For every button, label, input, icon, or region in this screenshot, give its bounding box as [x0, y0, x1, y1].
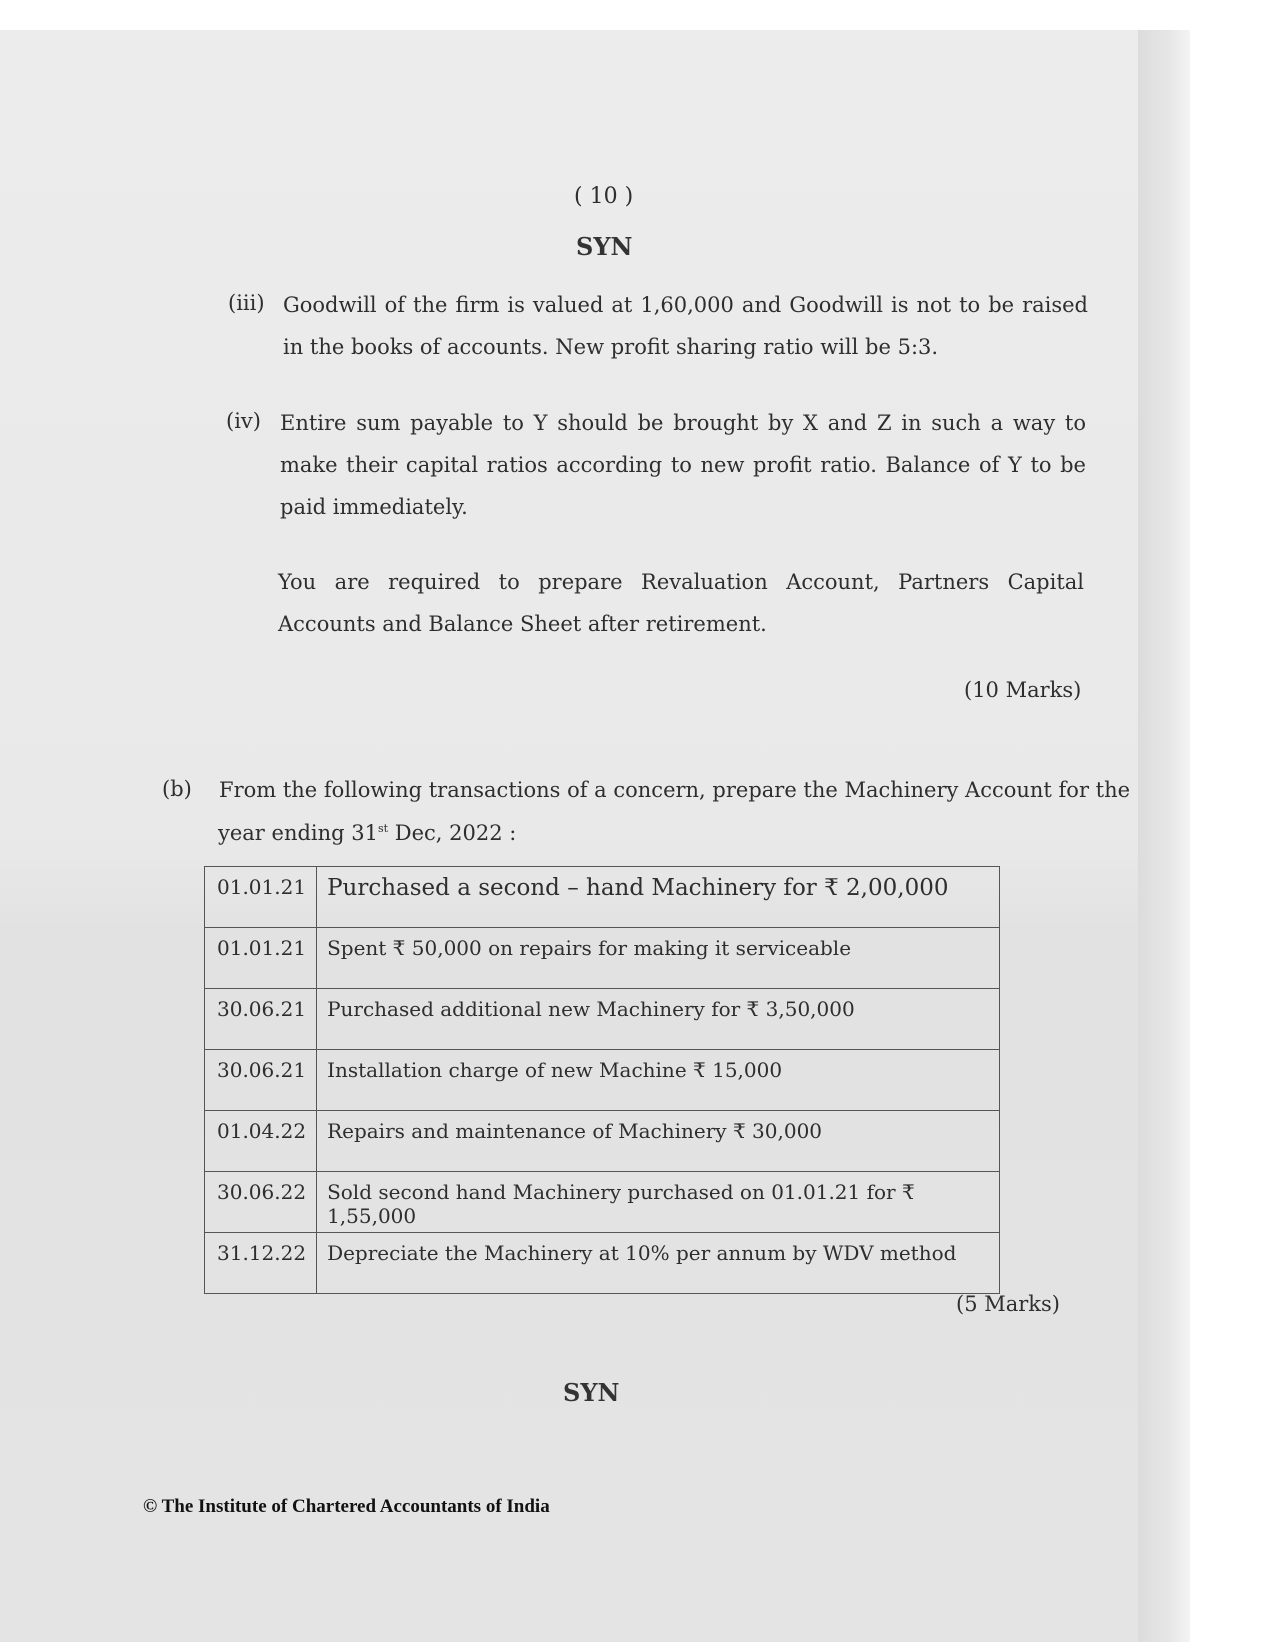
- item-iii-number: (iii): [228, 291, 265, 315]
- transaction-description: Purchased a second – hand Machinery for ₹ 2,00,000: [317, 867, 1000, 928]
- transaction-description: Purchased additional new Machinery for ₹ 3,50,000: [317, 989, 1000, 1050]
- requirement-text: You are required to prepare Revaluation Account, Partners Capital Accounts and Balance Sheet after retirement.: [278, 570, 1084, 636]
- table-row: [205, 1050, 1000, 1111]
- page-edge-shadow: [1138, 30, 1190, 1642]
- transactions-table: [204, 866, 1000, 1294]
- part-b-intro-line2: [218, 821, 516, 845]
- item-iii-text: Goodwill of the firm is valued at 1,60,000 and Goodwill is not to be raised in the books of accounts. New profit sharing ratio will be 5:3.: [283, 293, 1088, 359]
- paper-code-top: SYN: [576, 232, 633, 261]
- transaction-date: 30.06.21: [205, 1050, 317, 1111]
- transaction-description: Depreciate the Machinery at 10% per annum by WDV method: [317, 1233, 1000, 1294]
- page-number: ( 10 ): [574, 184, 634, 209]
- table-row: [205, 1233, 1000, 1294]
- copyright-footer: © The Institute of Chartered Accountants of India: [143, 1496, 550, 1517]
- table-row: [205, 1172, 1000, 1233]
- paper-code-bottom: SYN: [563, 1378, 620, 1407]
- transaction-description: Sold second hand Machinery purchased on 01.01.21 for ₹ 1,55,000: [317, 1172, 1000, 1233]
- transaction-description: Spent ₹ 50,000 on repairs for making it serviceable: [317, 928, 1000, 989]
- item-iv-number: (iv): [226, 409, 261, 433]
- part-b-number: (b): [162, 777, 192, 801]
- transaction-description: Repairs and maintenance of Machinery ₹ 30,000: [317, 1111, 1000, 1172]
- intro-year-text: year ending 31: [218, 821, 379, 845]
- intro-date-text: Dec, 2022 :: [388, 821, 517, 845]
- part-b-intro-line1: From the following transactions of a concern, prepare the Machinery Account for the: [219, 778, 1131, 802]
- transaction-date: 30.06.22: [205, 1172, 317, 1233]
- marks-part-a: (10 Marks): [964, 678, 1082, 702]
- transaction-date: 30.06.21: [205, 989, 317, 1050]
- transaction-description: Installation charge of new Machine ₹ 15,000: [317, 1050, 1000, 1111]
- table-row: [205, 867, 1000, 928]
- transaction-date: 31.12.22: [205, 1233, 317, 1294]
- table-row: [205, 928, 1000, 989]
- transaction-date: 01.01.21: [205, 867, 317, 928]
- transaction-date: 01.04.22: [205, 1111, 317, 1172]
- table-row: [205, 1111, 1000, 1172]
- marks-part-b: (5 Marks): [956, 1292, 1060, 1316]
- table-row: [205, 989, 1000, 1050]
- transaction-date: 01.01.21: [205, 928, 317, 989]
- item-iv-text: Entire sum payable to Y should be brought by X and Z in such a way to make their capital ratios according to new profit ratio. Balance of Y to be paid immediately.: [280, 411, 1086, 519]
- intro-superscript: st: [378, 822, 389, 835]
